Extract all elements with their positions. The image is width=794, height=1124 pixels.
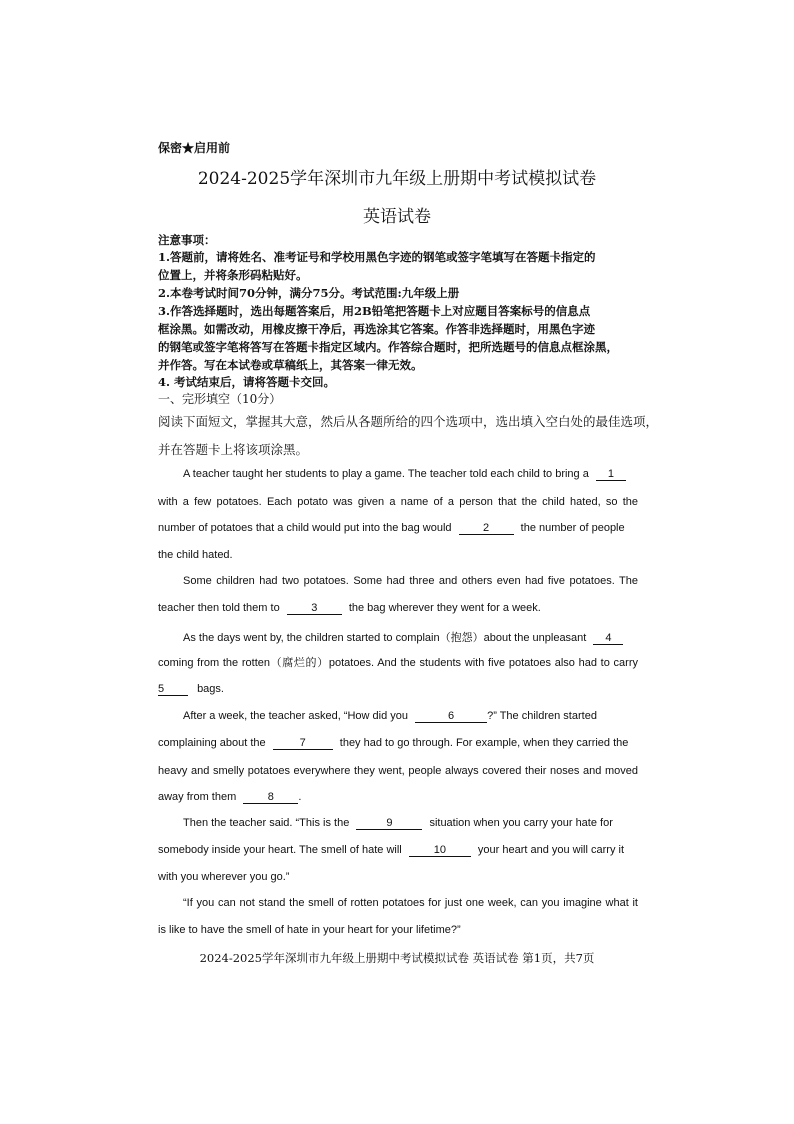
- blank-6: 6: [415, 710, 487, 723]
- passage-line: is like to have the smell of hate in your heart for your lifetime?”: [158, 924, 461, 936]
- blank-1: 1: [596, 468, 626, 481]
- notes-line: 并作答。写在本试卷或草稿纸上，其答案一律无效。: [158, 358, 423, 372]
- section-instructions: 并在答题卡上将该项涂黑。: [158, 442, 309, 457]
- blank-3: 3: [287, 602, 342, 615]
- passage-line: with a few potatoes. Each potato was given a name of a person that the child hated, so the: [158, 496, 638, 508]
- section-instructions: 阅读下面短文，掌握其大意，然后从各题所给的四个选项中，选出填入空白处的最佳选项，: [158, 414, 659, 429]
- notes-line: 1.答题前，请将姓名、准考证号和学校用黑色字迹的钢笔或签字笔填写在答题卡指定的: [158, 250, 596, 264]
- notes-line: 的钢笔或签字笔将答写在答题卡指定区域内。作答综合题时，把所选题号的信息点框涂黑，: [158, 340, 618, 354]
- blank-9: 9: [356, 817, 422, 830]
- passage-line: coming from the rotten（腐烂的）potatoes. And the students with five potatoes also had to carry: [158, 657, 638, 669]
- passage-line: with you wherever you go.”: [158, 871, 290, 883]
- passage-line: teacher then told them to 3 the bag wherever they went for a week.: [158, 602, 541, 614]
- passage-line: “If you can not stand the smell of rotten potatoes for just one week, can you imagine what it: [183, 897, 638, 909]
- passage-line: A teacher taught her students to play a game. The teacher told each child to bring a 1: [183, 468, 626, 481]
- passage-line: Some children had two potatoes. Some had three and others even had five potatoes. The: [183, 575, 638, 587]
- page-footer: 2024-2025学年深圳市九年级上册期中考试模拟试卷 英语试卷 第1页，共7页: [199, 951, 595, 965]
- notes-line: 3.作答选择题时，选出每题答案后，用2B铅笔把答题卡上对应题目答案标号的信息点: [158, 304, 591, 318]
- notes-line: 框涂黑。如需改动，用橡皮擦干净后，再选涂其它答案。作答非选择题时，用黑色字迹: [158, 322, 595, 336]
- passage-line: heavy and smelly potatoes everywhere they went, people always covered their noses and moved: [158, 765, 638, 777]
- blank-8: 8: [243, 791, 298, 804]
- passage-line: 5 bags.: [158, 683, 224, 695]
- notes-heading: 注意事项：: [158, 233, 216, 247]
- passage-line: away from them 8 .: [158, 791, 302, 803]
- passage-line: As the days went by, the children started to complain（抱怨）about the unpleasant 4: [183, 629, 623, 645]
- notes-line: 4. 考试结束后，请将答题卡交回。: [158, 375, 336, 389]
- passage-line: somebody inside your heart. The smell of hate will 10 your heart and you will carry it: [158, 844, 625, 856]
- notes-line: 位置上，并将条形码粘贴好。: [158, 268, 308, 282]
- passage-line: Then the teacher said. “This is the 9 situation when you carry your hate for: [183, 817, 613, 829]
- section-title: 一、完形填空（10分）: [158, 392, 282, 406]
- exam-title: 2024-2025学年深圳市九年级上册期中考试模拟试卷: [197, 169, 597, 189]
- confidential-label: 保密★启用前: [158, 141, 231, 155]
- passage-line: number of potatoes that a child would put into the bag would 2 the number of people: [158, 522, 625, 534]
- blank-4: 4: [593, 632, 623, 645]
- passage-line: After a week, the teacher asked, “How did you 6 ?” The children started: [183, 710, 597, 722]
- blank-5: 5: [158, 683, 188, 696]
- exam-subtitle: 英语试卷: [363, 207, 431, 227]
- notes-line: 2.本卷考试时间70分钟，满分75分。考试范围:九年级上册: [158, 286, 460, 300]
- blank-7: 7: [273, 737, 333, 750]
- blank-10: 10: [409, 844, 471, 857]
- passage-line: complaining about the 7 they had to go through. For example, when they carried the: [158, 737, 629, 749]
- passage-line: the child hated.: [158, 549, 233, 561]
- blank-2: 2: [459, 522, 514, 535]
